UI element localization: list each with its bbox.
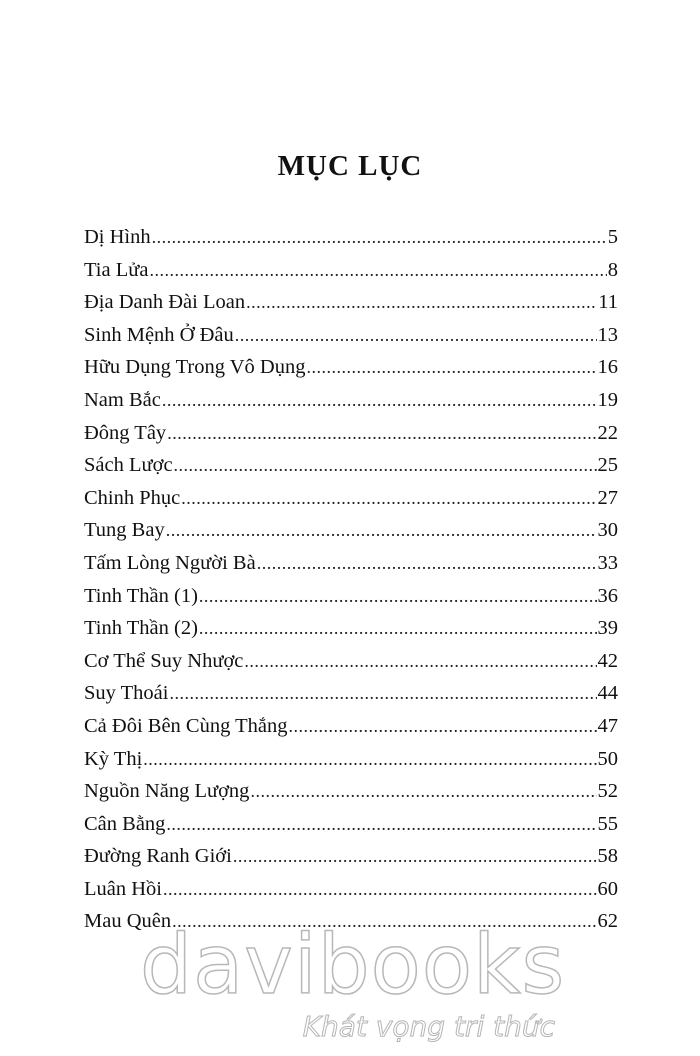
dot-leader — [169, 683, 596, 704]
toc-entry — [84, 650, 618, 683]
toc-entry-title: Luân Hồi — [84, 877, 162, 900]
dot-leader — [163, 879, 597, 900]
toc-entry — [84, 878, 618, 911]
table-of-contents — [84, 226, 618, 943]
toc-entry-title: Cân Bằng — [84, 812, 166, 835]
toc-entry-title: Nguồn Năng Lượng — [84, 780, 250, 803]
toc-entry — [84, 813, 618, 846]
toc-entry-title: Đông Tây — [84, 421, 167, 444]
toc-entry-page: 16 — [597, 356, 618, 379]
toc-entry-title: Hữu Dụng Trong Vô Dụng — [84, 356, 306, 379]
toc-entry-page: 5 — [607, 226, 618, 248]
toc-entry-page: 22 — [597, 421, 618, 444]
dot-leader — [143, 749, 596, 770]
watermark-brand: davibooks — [140, 918, 566, 1013]
dot-leader — [174, 455, 597, 476]
dot-leader — [244, 651, 596, 672]
toc-entry-title: Sách Lược — [84, 454, 173, 477]
toc-entry — [84, 585, 618, 618]
toc-entry — [84, 454, 618, 487]
toc-entry-page: 33 — [597, 551, 618, 574]
toc-entry-title: Tinh Thần (1) — [84, 584, 198, 607]
dot-leader — [199, 586, 597, 607]
toc-entry — [84, 748, 618, 781]
dot-leader — [233, 846, 597, 867]
dot-leader — [235, 325, 597, 346]
toc-entry-page: 19 — [597, 388, 618, 411]
dot-leader — [166, 520, 597, 541]
dot-leader — [246, 292, 597, 313]
toc-entry — [84, 552, 618, 585]
toc-entry-page: 62 — [597, 910, 618, 933]
toc-entry-page: 25 — [597, 454, 618, 477]
toc-entry — [84, 715, 618, 748]
toc-entry — [84, 422, 618, 455]
toc-entry-page: 13 — [597, 323, 618, 346]
toc-entry — [84, 259, 618, 292]
dot-leader — [166, 814, 596, 835]
toc-entry — [84, 324, 618, 357]
toc-entry — [84, 389, 618, 422]
toc-entry-page: 27 — [597, 486, 618, 509]
dot-leader — [152, 227, 607, 248]
toc-entry-page: 39 — [597, 617, 618, 640]
toc-entry — [84, 487, 618, 520]
toc-entry — [84, 356, 618, 389]
dot-leader — [306, 357, 596, 378]
toc-entry-page: 30 — [597, 519, 618, 542]
toc-entry-title: Mau Quên — [84, 910, 172, 933]
toc-entry — [84, 845, 618, 878]
toc-entry-title: Suy Thoái — [84, 682, 169, 705]
dot-leader — [167, 423, 596, 444]
toc-entry-page: 8 — [607, 258, 618, 281]
toc-entry-title: Kỳ Thị — [84, 747, 143, 770]
toc-entry — [84, 682, 618, 715]
dot-leader — [162, 390, 597, 411]
dot-leader — [250, 781, 596, 802]
toc-entry-page: 52 — [597, 780, 618, 803]
toc-entry-page: 55 — [597, 812, 618, 835]
toc-entry — [84, 780, 618, 813]
dot-leader — [181, 488, 596, 509]
toc-entry-title: Tia Lửa — [84, 258, 149, 281]
dot-leader — [199, 618, 597, 639]
toc-entry-title: Cơ Thể Suy Nhược — [84, 649, 244, 672]
toc-entry — [84, 226, 618, 259]
toc-entry-page: 60 — [597, 877, 618, 900]
toc-entry-page: 47 — [597, 714, 618, 737]
toc-entry-title: Dị Hình — [84, 226, 151, 248]
toc-entry-title: Cả Đôi Bên Cùng Thắng — [84, 714, 288, 737]
toc-entry-title: Tấm Lòng Người Bà — [84, 551, 256, 574]
toc-entry-page: 36 — [597, 584, 618, 607]
dot-leader — [149, 260, 606, 281]
toc-entry-page: 44 — [597, 682, 618, 705]
toc-entry-title: Sinh Mệnh Ở Đâu — [84, 323, 234, 346]
dot-leader — [288, 716, 596, 737]
toc-entry-title: Tinh Thần (2) — [84, 617, 198, 640]
toc-entry-title: Tung Bay — [84, 519, 165, 542]
toc-entry — [84, 617, 618, 650]
dot-leader — [257, 553, 597, 574]
toc-entry-title: Chinh Phục — [84, 486, 181, 509]
watermark-slogan: Khát vọng tri thức — [302, 1010, 555, 1043]
toc-entry-page: 11 — [598, 291, 618, 314]
toc-entry-page: 58 — [597, 845, 618, 868]
toc-entry — [84, 519, 618, 552]
toc-entry-title: Địa Danh Đài Loan — [84, 291, 246, 314]
toc-entry-title: Nam Bắc — [84, 388, 161, 411]
toc-entry-title: Đường Ranh Giới — [84, 845, 232, 868]
toc-entry-page: 50 — [597, 747, 618, 770]
toc-entry — [84, 291, 618, 324]
page-title: MỤC LỤC — [277, 150, 423, 182]
toc-entry-page: 42 — [597, 649, 618, 672]
